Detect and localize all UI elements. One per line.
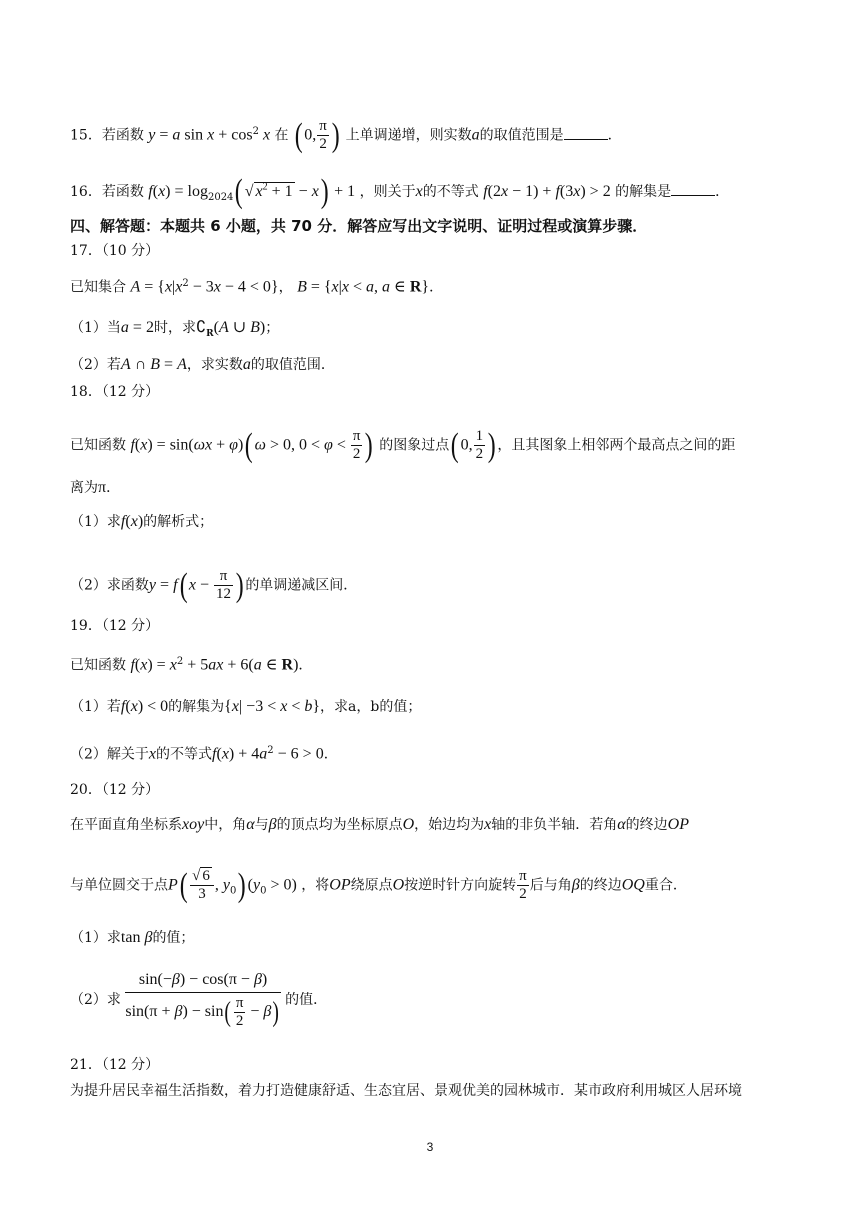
q18-sub1: （1）求f(x)的解析式； (70, 513, 214, 530)
q19-sub1: （1）若f(x) < 0的解集为{x| −3 < x < b}，求a，b的值； (70, 698, 422, 715)
q19-heading: 19．（12 分） (70, 618, 160, 634)
question-15: 15．若函数 y = a $\sin x + \cos^2 x$ 在 ( 0, $\frac{\pi}{2}$ ) 上单调递增，则实数a的取值范围是 ． (70, 116, 622, 154)
q20-stem: 在平面直角坐标系xoy中，角α与β的顶点均为坐标原点O，始边均为x轴的非负半轴．若角α的终边OP (70, 816, 689, 833)
q20-stem-cont: 与单位圆交于点P( $\frac{√ 6}{3}$ , $y_0$) $(y_0 > 0)$ ，将OP绕原点O按逆时针方向旋转 $\frac{\pi}{2}$ 后与角β的终边OQ重合． (70, 866, 687, 904)
q19-stem: 已知函数 $f(x) = x^2 + 5ax + 6(a$ ∈ R)． (70, 656, 313, 674)
answer-blank[interactable] (671, 183, 715, 196)
q17-heading: 17．（10 分） (70, 243, 160, 259)
q21-heading: 21．（12 分） (70, 1057, 160, 1073)
question-16: 16．若函数 $f(x) = \log_{2024}$( √ $x^2 + 1 - x) + 1$ ，则关于x的不等式 f(2x − 1) + f(3x) > 2 的解集是 ． (70, 173, 730, 210)
answer-blank[interactable] (564, 127, 608, 140)
q17-stem: 已知集合 $A = \{x|x^2 - 3x - 4 < 0\}$， B = {x|x < a, a ∈ R}． (70, 278, 444, 296)
q18-sub2: （2）求函数y = f( x − $\frac{\pi}{12}$ ) 的单调递减区间． (70, 566, 358, 604)
page-number: 3 (426, 1140, 434, 1154)
q17-sub1: （1）当a = 2时，求$∁_R(A$ ∪ B)； (70, 319, 280, 339)
section-heading: 四、解答题：本题共 6 小题，共 70 分．解答应写出文字说明、证明过程或演算步骤． (70, 217, 648, 235)
q18-stem: 已知函数 f(x) = sin(ωx + φ)( ω > 0, 0 < φ < $\frac{\pi}{2}$ ) 的图象过点( 0, $\frac{1}{2}$ ) ，且其图象上相邻两个最高点之间的距 (70, 426, 736, 464)
q19-sub2: （2）解关于x的不等式$f(x) + 4a^2 - 6 > 0$． (70, 745, 338, 763)
q15-function: y (148, 126, 156, 144)
q20-heading: 20．（12 分） (70, 782, 160, 798)
q17-sub2: （2）若A ∩ B = A，求实数a的取值范围． (70, 356, 335, 373)
q20-sub2: （2）求 sin(−β) − cos(π − β) sin(π + β) − sin( $\frac{\pi}{2}$ − β) 的值． (70, 971, 328, 1029)
q18-stem-cont: 离为π． (70, 479, 121, 496)
q21-stem: 为提升居民幸福生活指数，着力打造健康舒适、生态宜居、景观优美的园林城市．某市政府利用城区人居环境 (70, 1083, 742, 1099)
q18-heading: 18．（12 分） (70, 384, 160, 400)
q20-sub1: （1）求tan β的值； (70, 929, 195, 946)
